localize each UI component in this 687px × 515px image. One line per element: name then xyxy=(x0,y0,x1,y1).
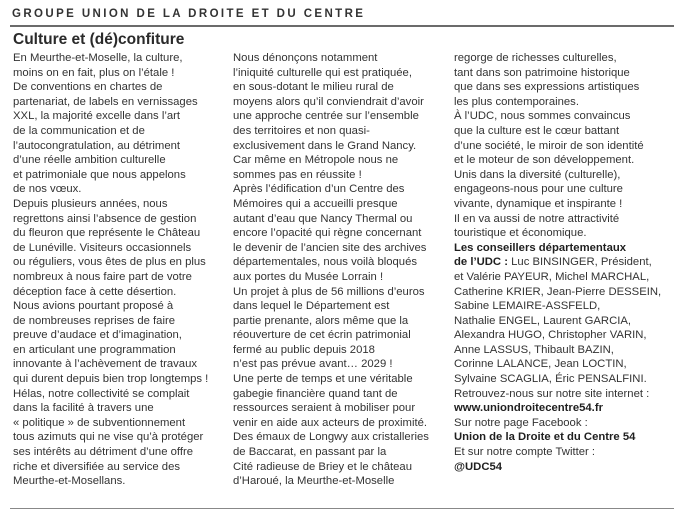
text-line: engageons-nous pour une culture xyxy=(454,183,623,196)
text-line: En Meurthe-et-Moselle, la culture, xyxy=(13,52,183,64)
text-line: partenariat, de labels en vernissages xyxy=(13,95,198,108)
signature-name-line: Sylvaine SCAGLIA, Éric PENSALFINI. xyxy=(454,373,647,386)
signature-name-line: Sabine LEMAIRE-ASSFELD, xyxy=(454,300,601,313)
text-line: innovante à l’achèvement de travaux xyxy=(13,358,198,371)
text-line: Nous avions pourtant proposé à xyxy=(13,300,174,313)
text-line: Mémoires qui a accueilli presque xyxy=(233,197,398,210)
text-line: de nombreuses reprises de faire xyxy=(13,314,176,327)
text-line: moins on en fait, plus on l’étale ! xyxy=(13,66,175,79)
text-line: dans lequel le Département est xyxy=(233,300,390,313)
text-line: venir en aide aux acteurs de proximité. xyxy=(233,416,428,429)
text-line: moyens alors qu’il conviendrait d’avoir xyxy=(233,95,424,108)
text-line: « politique » de subventionnement xyxy=(13,416,186,429)
signature-name-line: Anne LASSUS, Thibault BAZIN, xyxy=(454,343,614,356)
text-line: de nos vœux. xyxy=(13,183,82,196)
text-line: déception face à cette désertion. xyxy=(13,285,177,298)
text-line: ses intérêts au détriment d’une offre xyxy=(13,446,194,459)
text-line: partie prenante, alors même que la xyxy=(233,314,409,327)
text-line: riche et diversifiée au service des xyxy=(13,460,181,473)
signature-name-line: Nathalie ENGEL, Laurent GARCIA, xyxy=(454,314,632,327)
article-column-1 xyxy=(13,51,225,489)
text-line: et patrimoniale que nous appelons xyxy=(13,168,186,181)
article-column-2 xyxy=(233,51,445,489)
text-line: départementales, nous voilà bloqués xyxy=(233,256,418,269)
text-line: regrettons ainsi l’absence de gestion xyxy=(13,212,197,225)
group-name: GROUPE UNION DE LA DROITE ET DU CENTRE xyxy=(12,8,366,20)
text-line: Un projet à plus de 56 millions d’euros xyxy=(233,285,425,298)
text-line: des territoires et non quasi- xyxy=(233,124,370,137)
text-line: fermé au public depuis 2018 xyxy=(233,343,375,356)
signature-name-line: Luc BINSINGER, Président, xyxy=(507,256,652,269)
text-line: l’iniquité culturelle qui est pratiquée, xyxy=(233,66,412,79)
text-line: XXL, la majorité excelle dans l’art xyxy=(13,110,181,123)
text-line: De conventions en chartes de xyxy=(13,81,163,94)
text-line: Hélas, notre collectivité se complait xyxy=(13,387,190,400)
text-line: touristique et économique. xyxy=(454,227,587,240)
text-line: d’Haroué, la Meurthe-et-Moselle xyxy=(233,475,395,488)
text-line: encore l’opacité qui règne concernant xyxy=(233,227,422,240)
facebook-intro: Sur notre page Facebook : xyxy=(454,416,588,429)
website-intro: Retrouvez-nous sur notre site internet : xyxy=(454,387,650,400)
text-line: l’autocongratulation, au détriment xyxy=(13,139,181,152)
text-line: et le moteur de son développement. xyxy=(454,154,635,167)
text-line: Unis dans la diversité (culturelle), xyxy=(454,168,621,181)
text-line: sommes pas en réussite ! xyxy=(233,168,362,181)
text-line: gabegie financière quand tant de xyxy=(233,387,398,400)
text-line: tant dans son patrimoine historique xyxy=(454,66,630,79)
text-line: aux portes du Musée Lorrain ! xyxy=(233,270,384,283)
text-line: ou réguliers, vous êtes de plus en plus xyxy=(13,256,206,269)
text-line: en sous-dotant le milieu rural de xyxy=(233,81,394,94)
text-line: Des émaux de Longwy aux cristalleries xyxy=(233,431,429,444)
text-line: de Baccarat, en passant par la xyxy=(233,446,387,459)
signature-heading-line2-wrapper xyxy=(454,255,679,270)
twitter-intro: Et sur notre compte Twitter : xyxy=(454,446,596,459)
text-line: ressources seraient à mobiliser pour xyxy=(233,402,416,415)
website-link[interactable]: www.uniondroitecentre54.fr xyxy=(454,402,603,415)
signature-heading-line2: de l’UDC : xyxy=(454,256,508,269)
bottom-divider xyxy=(10,508,674,509)
text-line: Une perte de temps et une véritable xyxy=(233,373,413,386)
text-line: Cité radieuse de Briey et le château xyxy=(233,460,412,473)
group-header xyxy=(10,7,674,27)
text-line: Meurthe-et-Mosellans. xyxy=(13,475,126,488)
text-line: qui durent depuis bien trop longtemps ! xyxy=(13,373,209,386)
text-line: dans la facilité à travers une xyxy=(13,402,154,415)
signature-name-line: et Valérie PAYEUR, Michel MARCHAL, xyxy=(454,270,650,283)
article-title: Culture et (dé)confiture xyxy=(13,31,185,48)
text-line: Car même en Métropole nous ne xyxy=(233,154,399,167)
text-line: Après l’édification d’un Centre des xyxy=(233,183,405,196)
text-line: preuve d’audace et d’imagination, xyxy=(13,329,182,342)
text-line: regorge de richesses culturelles, xyxy=(454,52,617,64)
text-line: Depuis plusieurs années, nous xyxy=(13,197,168,210)
text-line: en articulant une programmation xyxy=(13,343,176,356)
signature-name-line: Alexandra HUGO, Christopher VARIN, xyxy=(454,329,647,342)
signature-name-line: Catherine KRIER, Jean-Pierre DESSEIN, xyxy=(454,285,662,298)
signature-name-line: Corinne LALANCE, Jean LOCTIN, xyxy=(454,358,627,371)
text-line: n’est pas prévue avant… 2029 ! xyxy=(233,358,393,371)
text-line: Nous dénonçons notamment xyxy=(233,52,378,64)
text-line: de Lunéville. Visiteurs occasionnels xyxy=(13,241,192,254)
text-line: À l’UDC, nous sommes convaincus xyxy=(454,110,631,123)
text-line: une approche centrée sur l’ensemble xyxy=(233,110,419,123)
text-line: nombreux à nous faire part de votre xyxy=(13,270,192,283)
text-line: que dans ses expressions artistiques xyxy=(454,81,640,94)
text-line: vivante, dynamique et inspirante ! xyxy=(454,197,623,210)
text-line: réouverture de cet écrin patrimonial xyxy=(233,329,411,342)
text-line: de la communication et de xyxy=(13,124,145,137)
column-3-body xyxy=(454,51,679,241)
text-line: tous azimuts qui ne vise qu’à protéger xyxy=(13,431,204,444)
signature-names xyxy=(454,270,679,387)
text-line: autant d’eau que Nancy Thermal ou xyxy=(233,212,413,225)
text-line: d’une réelle ambition culturelle xyxy=(13,154,166,167)
text-line: que la culture est le cœur battant xyxy=(454,124,620,137)
text-line: d’une société, le miroir de son identité xyxy=(454,139,644,152)
twitter-handle-link[interactable]: @UDC54 xyxy=(454,460,503,473)
article-column-3 xyxy=(454,51,679,474)
text-line: exclusivement dans le Grand Nancy. xyxy=(233,139,417,152)
text-line: le devenir de l’ancien site des archives xyxy=(233,241,427,254)
facebook-page-link[interactable]: Union de la Droite et du Centre 54 xyxy=(454,431,636,444)
text-line: les plus contemporaines. xyxy=(454,95,579,108)
text-line: du fleuron que représente le Château xyxy=(13,227,201,240)
signature-heading-line1: Les conseillers départementaux xyxy=(454,241,627,254)
text-line: Il en va aussi de notre attractivité xyxy=(454,212,620,225)
